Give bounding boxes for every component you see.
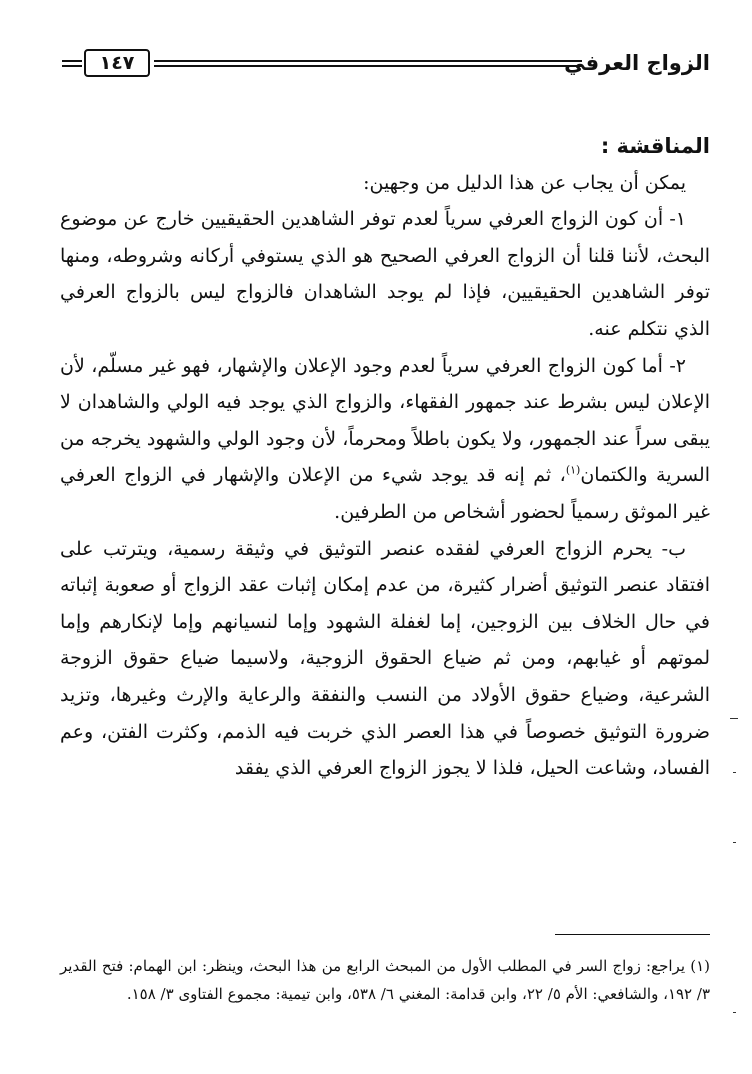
point-2-text: ٢- أما كون الزواج العرفي سرياً لعدم وجود الإعلان والإشهار، فهو غير مسلّم، لأن الإعلان ليس بشرط عند جمهور الفقهاء، والزواج الذي يوجد فيه الولي والشاهدان لا يبقى سراً عند الجمهور، ولا يكون باطلاً ومحرماً، لأن وجود الولي والشهود يخرجه من السرية والكتمان [60, 354, 710, 487]
running-title: الزواج العرفي [564, 51, 710, 75]
point-b-paragraph: ب- يحرم الزواج العرفي لفقده عنصر التوثيق في وثيقة رسمية، ويترتب على افتقاد عنصر التوثيق أضرار كثيرة، من عدم إمكان إثبات عقد الزواج أو صعوبة إثباته في حال الخلاف بين الزوجين، إما لغفلة الشهود وإما لنسيانهم وإما لإنكارهم وإما لموتهم أو غيابهم، ومن ثم ضياع الحقوق الزوجية، ولاسيما ضياع حقوق الزوجة الشرعية، وضياع حقوق الأولاد من النسب والنفقة والرعاية والإرث وغيرها، وتزيد ضرورة التوثيق خصوصاً في هذا العصر الذي خربت فيه الذمم، وكثرت الفتن، وعم الفساد، وشاعت الحيل، فلذا لا يجوز الزواج العرفي الذي يفقد [60, 537, 710, 780]
running-header [62, 48, 710, 78]
margin-mark [730, 718, 738, 719]
footnote-separator [555, 934, 710, 935]
margin-mark [733, 772, 736, 773]
intro-paragraph: يمكن أن يجاب عن هذا الدليل من وجهين: [363, 171, 686, 194]
main-text [60, 128, 710, 787]
point-1-paragraph: ١- أن كون الزواج العرفي سرياً لعدم توفر الشاهدين الحقيقيين خارج عن موضوع البحث، لأننا قلنا أن الزواج العرفي الصحيح هو الذي يستوفي أركانه وشروطه، ومنها توفر الشاهدين الحقيقيين، فإذا لم يوجد الشاهدان فالزواج ليس بالزواج العرفي الذي نتكلم عنه. [60, 208, 710, 340]
point-2-text-continued: ، ثم إنه قد يوجد شيء من الإعلان والإشهار في الزواج العرفي غير الموثق رسمياً لحضور أشخاص من الطرفين. [60, 464, 710, 523]
margin-mark [733, 1012, 736, 1013]
header-rule [154, 60, 582, 67]
footnote-ref: (١) [565, 464, 581, 478]
header-rule-left [62, 60, 82, 67]
point-2-paragraph [60, 348, 710, 531]
margin-mark [733, 842, 736, 843]
footnotes [60, 952, 710, 1008]
page-number: ١٤٧ [84, 49, 150, 77]
section-heading: المناقشة : [600, 134, 710, 158]
footnote-1: (١) يراجع: زواج السر في المطلب الأول من المبحث الرابع من هذا البحث، وينظر: ابن الهمام: فتح القدير ٣/ ١٩٢، والشافعي: الأم ٥/ ٢٢، وابن قدامة: المغني ٦/ ٥٣٨، وابن تيمية: مجموع الفتاوى ٣/ ١٥٨. [60, 957, 710, 1003]
